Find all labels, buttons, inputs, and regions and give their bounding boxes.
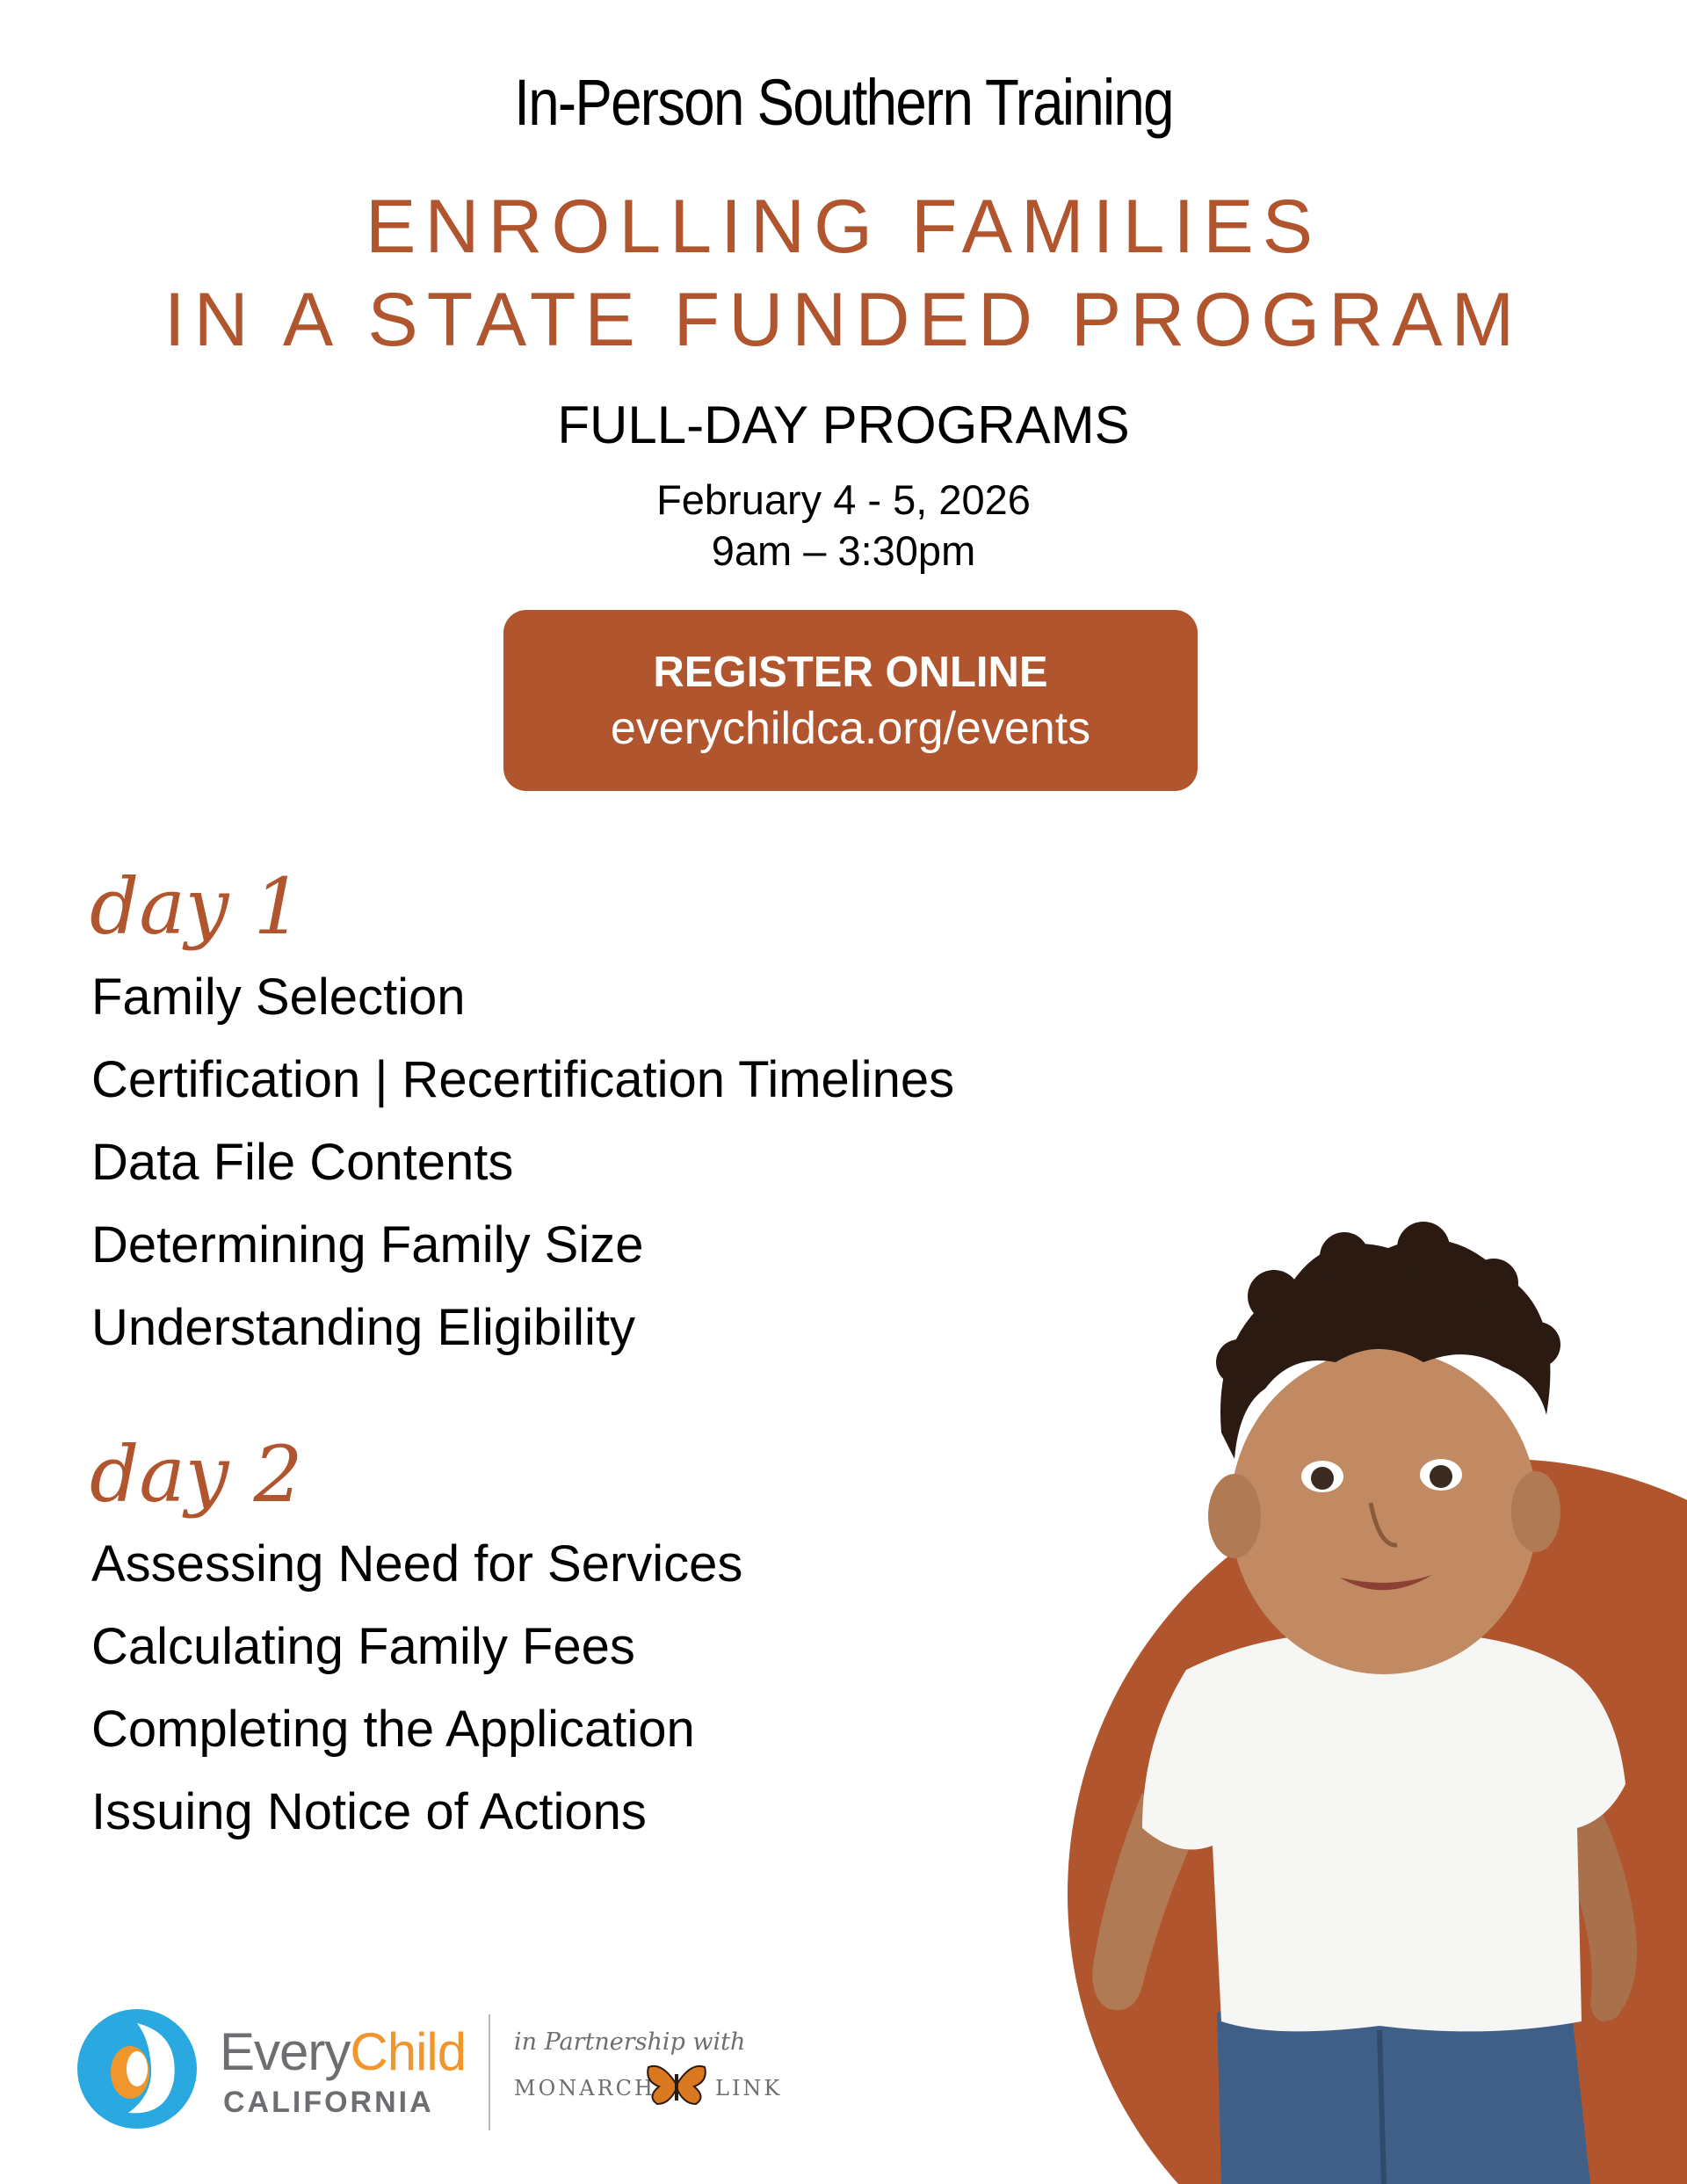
child-face [1230, 1349, 1538, 1674]
topic-item: Family Selection [91, 969, 466, 1026]
topic-item: Data File Contents [91, 1134, 514, 1191]
everychild-wordmark [220, 2023, 466, 2081]
register-label: REGISTER ONLINE [653, 649, 1048, 696]
child-photo [1010, 1213, 1687, 2184]
day-1-heading: day 1 [90, 861, 303, 952]
topic-item: Determining Family Size [91, 1216, 644, 1273]
topic-item: Certification | Recertification Timelines [91, 1051, 955, 1108]
partner-label: in Partnership with [514, 2028, 746, 2056]
topic-item: Assessing Need for Services [91, 1535, 743, 1593]
event-schedule [0, 475, 1687, 577]
day-2-topic-list [91, 1523, 742, 1854]
everychild-logo-icon [76, 2007, 199, 2130]
event-date: February 4 - 5, 2026 [656, 476, 1031, 523]
page-title-line-2: IN A STATE FUNDED PROGRAM [163, 278, 1524, 362]
logo-child-text: Child [350, 2022, 467, 2081]
partner-name-link: LINK [715, 2076, 783, 2101]
day-2-heading: day 2 [90, 1429, 303, 1520]
logo-california-text: CALIFORNIA [223, 2086, 434, 2119]
topic-item: Calculating Family Fees [91, 1618, 635, 1675]
event-time: 9am – 3:30pm [711, 527, 976, 574]
day-1-topic-list [91, 956, 954, 1369]
logo-divider [489, 2014, 490, 2130]
register-url-link[interactable]: everychildca.org/events [610, 703, 1091, 754]
logo-every-text: Every [220, 2022, 351, 2081]
page-title-line-1: ENROLLING FAMILIES [365, 185, 1322, 269]
register-online-button[interactable] [503, 610, 1198, 791]
topic-item: Understanding Eligibility [91, 1299, 635, 1356]
training-subtitle: In-Person Southern Training [514, 66, 1173, 139]
program-type: FULL-DAY PROGRAMS [557, 395, 1130, 454]
topic-item: Completing the Application [91, 1701, 695, 1758]
butterfly-icon [645, 2062, 708, 2108]
topic-item: Issuing Notice of Actions [91, 1783, 647, 1840]
partner-name-monarch: MONARCH [514, 2076, 655, 2101]
